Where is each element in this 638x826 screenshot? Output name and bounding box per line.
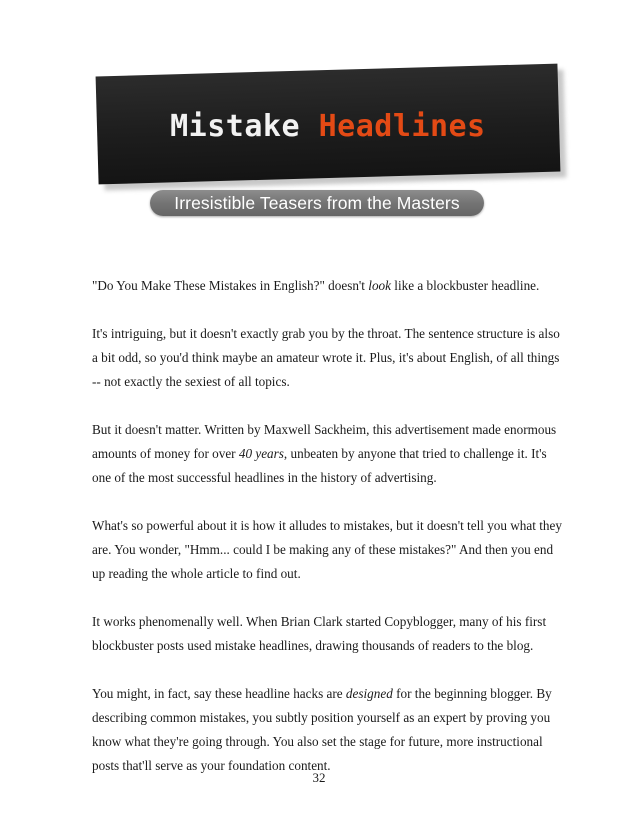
paragraph-6-emphasis: designed: [345, 686, 393, 701]
banner-subtitle-pill: [150, 190, 484, 216]
paragraph-2: It's intriguing, but it doesn't exactly grab you by the throat. The sentence structure is also a bit odd, so you'd think maybe an amateur wrote it. Plus, it's about English, of all things -- not exactly the sexiest of all topics.: [92, 326, 560, 389]
paragraph-1-emphasis: look: [368, 278, 391, 293]
paragraph-1: [92, 274, 562, 298]
banner-title-word-1: Mistake: [170, 108, 319, 144]
paragraph-4: What's so powerful about it is how it alludes to mistakes, but it doesn't tell you what they are. You wonder, "Hmm... could I be making any of these mistakes?" And then you end up reading the whole article to find out.: [92, 518, 562, 581]
paragraph-3-emphasis: 40 years: [238, 446, 284, 461]
banner-plate: [96, 64, 561, 185]
paragraph-6-text-b: for the beginning blogger. By describing common mistakes, you subtly position yourself as an expert by proving you know what they're going through. You also set the stage for future, more instructional posts that'll serve as your foundation content.: [92, 686, 552, 773]
paragraph-1-text-a: "Do You Make These Mistakes in English?" doesn't: [92, 278, 369, 293]
banner-title: [170, 108, 486, 143]
article-body: [92, 274, 562, 802]
paragraph-5: It works phenomenally well. When Brian Clark started Copyblogger, many of his first blockbuster posts used mistake headlines, drawing thousands of readers to the blog.: [92, 614, 547, 653]
paragraph-3-text-a: But it doesn't matter. Written by Maxwell Sackheim, this advertisement made enormous amounts of money for over: [92, 422, 557, 461]
paragraph-6-text-a: You might, in fact, say these headline hacks are: [92, 686, 346, 701]
paragraph-3: [92, 418, 562, 490]
banner-subtitle: Irresistible Teasers from the Masters: [174, 192, 460, 213]
paragraph-3-text-b: , unbeaten by anyone that tried to challenge it. It's one of the most successful headlines in the history of advertising.: [92, 446, 547, 485]
page-number: 32: [312, 770, 326, 785]
banner-title-word-2: Headlines: [318, 108, 486, 144]
banner: [0, 0, 638, 230]
paragraph-6: [92, 682, 562, 778]
paragraph-1-text-b: like a blockbuster headline.: [391, 278, 540, 293]
